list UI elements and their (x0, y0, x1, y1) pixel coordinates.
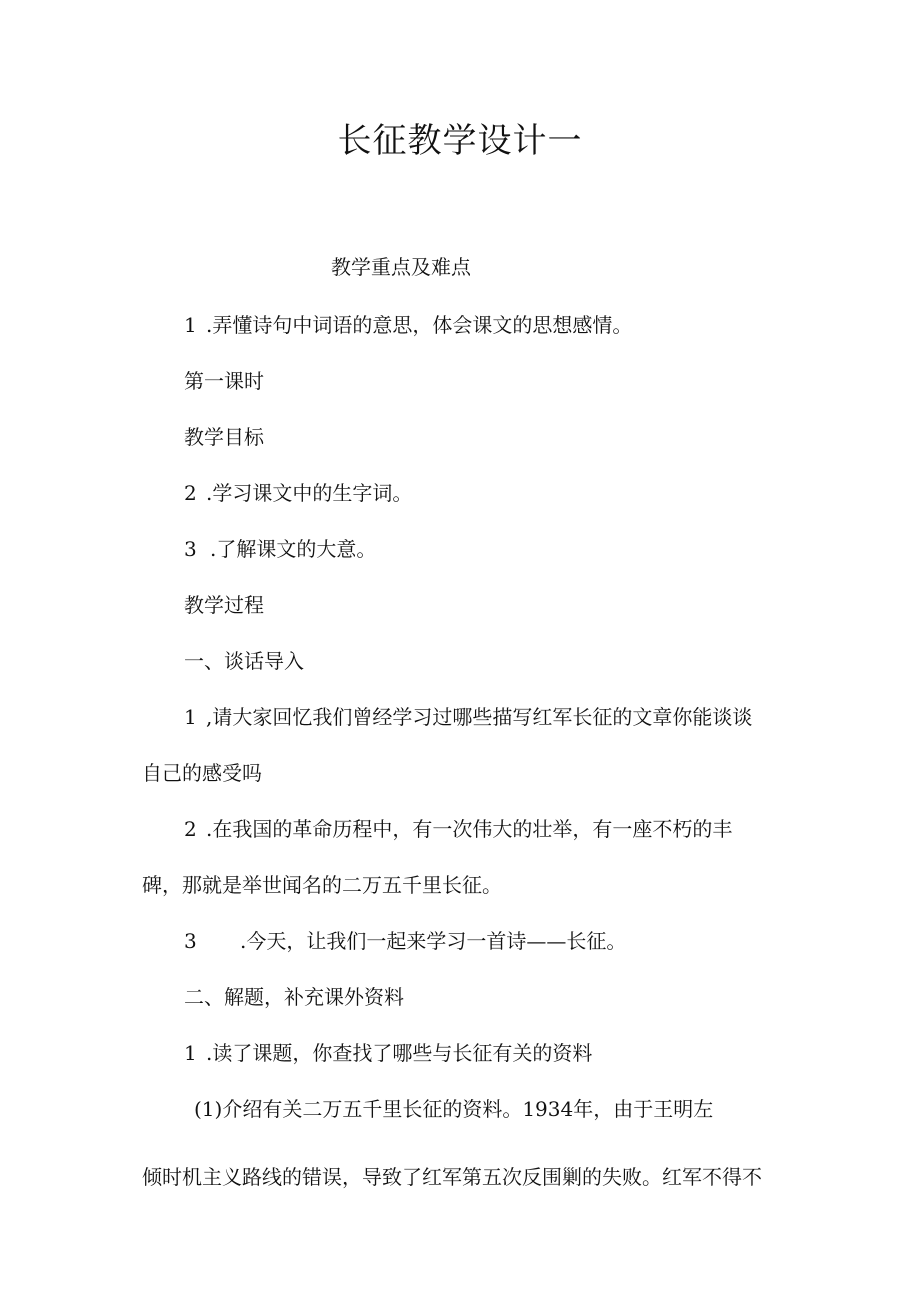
paragraph-line: 倾时机主义路线的错误，导致了红军第五次反围剿的失败。红军不得不 (142, 1165, 762, 1189)
paragraph-line (184, 535, 376, 563)
paragraph-line (184, 815, 732, 843)
paragraph-text: .今天，让我们一起来学习一首诗——长征。 (240, 929, 627, 953)
paragraph-line (184, 927, 626, 955)
list-number: 1 (184, 313, 197, 337)
list-number: 1 (184, 1041, 197, 1065)
paragraph-text: ,请大家回忆我们曾经学习过哪些描写红军长征的文章你能谈谈 (206, 705, 753, 729)
list-number: 3 (184, 537, 197, 561)
paragraph-line: (1)介绍有关二万五千里长征的资料。1934年，由于王明左 (194, 1097, 714, 1121)
list-number: 1 (184, 705, 197, 729)
paragraph-line (184, 1039, 592, 1067)
paragraph-text: .了解课文的大意。 (210, 537, 377, 561)
section-heading-lesson-one: 第一课时 (184, 369, 264, 393)
paragraph-text: .学习课文中的生字词。 (206, 481, 413, 505)
list-number: 2 (184, 481, 197, 505)
list-number: 3 (184, 929, 197, 953)
list-number: 2 (184, 817, 197, 841)
paragraph-line: 碑，那就是举世闻名的二万五千里长征。 (142, 873, 502, 897)
paragraph-line: 自己的感受吗 (142, 761, 262, 785)
document-title: 长征教学设计一 (337, 121, 583, 161)
section-heading-objectives: 教学目标 (184, 425, 264, 449)
paragraph-line (184, 703, 752, 731)
section-heading-process: 教学过程 (184, 593, 264, 617)
section-heading-intro: 一、谈话导入 (184, 649, 304, 673)
paragraph-text: .在我国的革命历程中，有一次伟大的壮举，有一座不朽的丰 (206, 817, 733, 841)
paragraph-text: .弄懂诗句中词语的意思，体会课文的思想感情。 (206, 313, 633, 337)
paragraph-line (184, 311, 632, 339)
section-heading-background: 二、解题，补充课外资料 (184, 985, 404, 1009)
paragraph-line (184, 479, 412, 507)
section-heading-key-points: 教学重点及难点 (331, 255, 471, 279)
paragraph-text: .读了课题，你查找了哪些与长征有关的资料 (206, 1041, 593, 1065)
